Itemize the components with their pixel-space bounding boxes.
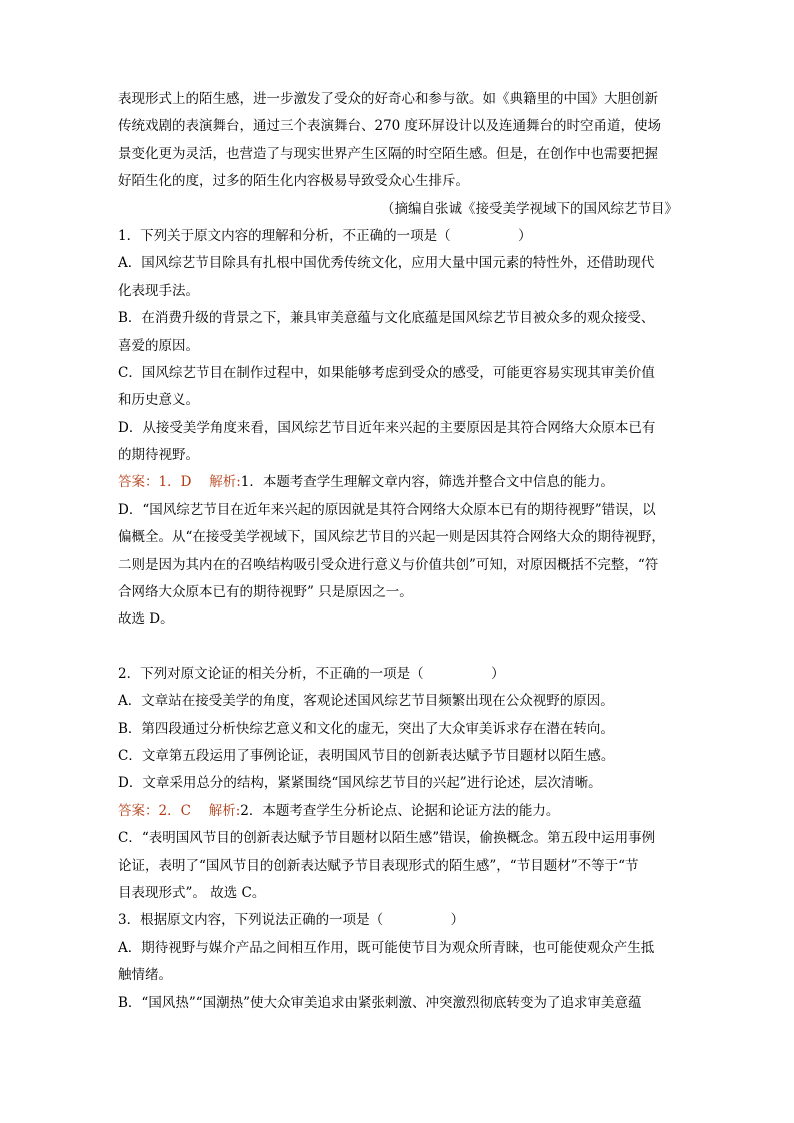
q3-option-b: B．“国风热”“国潮热”使大众审美追求由紧张刺激、冲突激烈彻底转变为了追求审美意蕴 <box>118 994 642 1011</box>
q2-analysis-line: 目表现形式”。 故选 C。 <box>118 884 266 901</box>
q1-analysis-line: 二则是因为其内在的召唤结构吸引受众进行意义与价值共创”可知，对原因概括不完整，“符 <box>118 556 659 573</box>
passage-source: （摘编自张诚《接受美学视域下的国风综艺节目》 <box>381 200 678 217</box>
q2-option-b: B．第四段通过分析快综艺意义和文化的虚无，突出了大众审美诉求存在潜在转向。 <box>118 720 614 737</box>
passage-line: 景变化更为灵活，也营造了与现实世界产生区隔的时空陌生感。但是，在创作中也需要把握 <box>118 145 658 162</box>
q1-option-c: C．国风综艺节目在制作过程中，如果能够考虑到受众的感受，可能更容易实现其审美价值 <box>118 364 655 381</box>
q2-answer <box>118 798 678 825</box>
q3-option-a-cont: 触情绪。 <box>118 967 172 984</box>
q1-analysis-line: D．“国风综艺节目在近年来兴起的原因就是其符合网络大众原本已有的期待视野”错误，以 <box>118 501 656 518</box>
q1-option-d: D．从接受美学角度来看，国风综艺节目近年来兴起的主要原因是其符合网络大众原本已有 <box>118 419 656 436</box>
q3-option-a: A．期待视野与媒介产品之间相互作用，既可能使节目为观众所青睐，也可能使观众产生抵 <box>118 939 655 956</box>
passage-line: 好陌生化的度，过多的陌生化内容极易导致受众心生排斥。 <box>118 173 469 190</box>
passage-line: 传统戏剧的表演舞台，通过三个表演舞台、270 度环屏设计以及连通舞台的时空甬道，使场 <box>118 118 662 135</box>
q1-analysis-line: 偏概全。从“在接受美学视域下，国风综艺节目的兴起一则是因其符合网络大众的期待视野， <box>118 529 665 546</box>
q1-answer <box>118 469 678 496</box>
q1-option-d-cont: 的期待视野。 <box>118 447 199 464</box>
q2-answer-text: 2．本题考查学生分析论点、论据和论证方法的能力。 <box>240 802 560 819</box>
q1-option-a: A．国风综艺节目除具有扎根中国优秀传统文化，应用大量中国元素的特性外，还借助现代 <box>118 255 655 272</box>
q2-answer-label: 答案：2．C 解析: <box>118 802 241 819</box>
q1-option-c-cont: 和历史意义。 <box>118 392 199 409</box>
q1-option-b-cont: 喜爱的原因。 <box>118 337 199 354</box>
q1-answer-text: 1．本题考查学生理解文章内容，筛选并整合文中信息的能力。 <box>240 474 614 491</box>
passage-line: 表现形式上的陌生感，进一步激发了受众的好奇心和参与欲。如《典籍里的中国》大胆创新 <box>118 91 658 107</box>
q2-option-d: D．文章采用总分的结构，紧紧围绕“国风综艺节目的兴起”进行论述，层次清晰。 <box>118 775 602 792</box>
question-2-stem: 2．下列对原文论证的相关分析，不正确的一项是（ ） <box>118 665 505 682</box>
q1-option-a-cont: 化表现手法。 <box>118 282 199 299</box>
q1-answer-label: 答案：1．D 解析: <box>118 474 241 491</box>
q2-option-c: C．文章第五段运用了事例论证，表明国风节目的创新表达赋予节目题材以陌生感。 <box>118 747 615 764</box>
q2-analysis-line: 论证，表明了“国风节目的创新表达赋予节目表现形式的陌生感”，“节目题材”不等于“节 <box>118 857 639 874</box>
q1-analysis-line: 合网络大众原本已有的期待视野” 只是原因之一。 <box>118 584 413 601</box>
section-spacer <box>118 634 678 661</box>
q2-analysis-line: C．“表明国风节目的创新表达赋予节目题材以陌生感”错误，偷换概念。第五段中运用事例 <box>118 830 656 847</box>
q1-option-b: B．在消费升级的背景之下，兼具审美意蕴与文化底蕴是国风综艺节目被众多的观众接受、 <box>118 310 655 327</box>
document-body <box>118 86 678 1017</box>
q2-option-a: A．文章站在接受美学的角度，客观论述国风综艺节目频繁出现在公众视野的原因。 <box>118 693 614 710</box>
q1-conclusion: 故选 D。 <box>118 611 174 628</box>
question-3-stem: 3．根据原文内容，下列说法正确的一项是（ ） <box>118 912 465 929</box>
question-1-stem: 1．下列关于原文内容的理解和分析，不正确的一项是（ ） <box>118 227 532 244</box>
